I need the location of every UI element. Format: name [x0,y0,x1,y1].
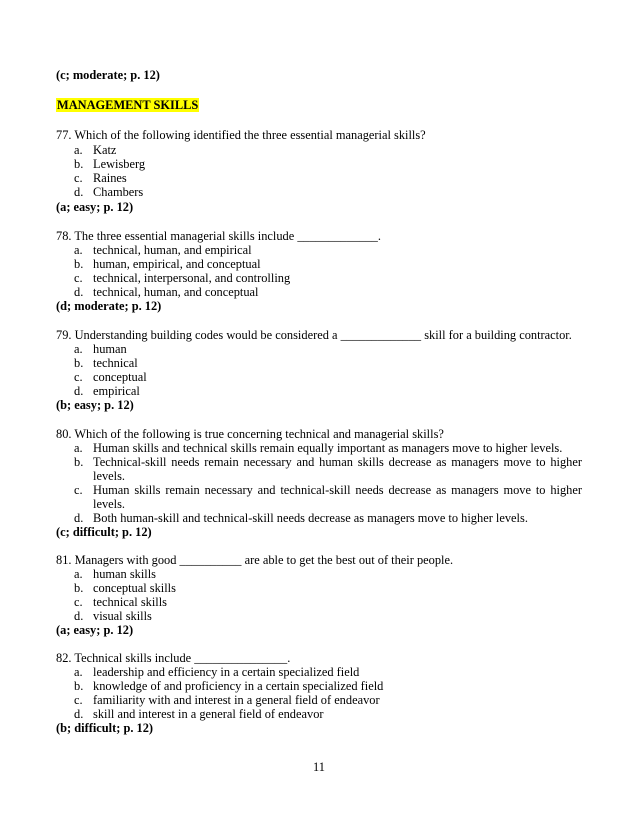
question-80-option-c: c. Human skills remain necessary and technical-skill needs decrease as managers move to higher levels. [74,483,582,511]
question-78-option-d: d. technical, human, and conceptual [74,285,259,299]
question-82-option-a: a. leadership and efficiency in a certain specialized field [74,665,360,679]
question-80-option-b: b. Technical-skill needs remain necessary and human skills decrease as managers move to higher levels. [74,455,582,483]
section-heading-text: MANAGEMENT SKILLS [57,98,199,112]
question-78-option-b: b. human, empirical, and conceptual [74,257,261,271]
question-82-stem: 82. Technical skills include _______________. [56,651,291,665]
question-82-option-d: d. skill and interest in a general field of endeavor [74,707,324,721]
question-77-option-b: b. Lewisberg [74,157,146,171]
question-82-answer-key: (b; difficult; p. 12) [56,721,154,735]
question-82-option-b: b. knowledge of and proficiency in a certain specialized field [74,679,384,693]
question-80-stem: 80. Which of the following is true concerning technical and managerial skills? [56,427,444,441]
question-80-answer-key: (c; difficult; p. 12) [56,525,152,539]
question-77-answer-key: (a; easy; p. 12) [56,200,134,214]
question-79-answer-key: (b; easy; p. 12) [56,398,134,412]
question-79-option-b: b. technical [74,356,138,370]
question-78-option-c: c. technical, interpersonal, and controlling [74,271,291,285]
question-78-stem: 78. The three essential managerial skills include _____________. [56,229,381,243]
question-81-option-a: a. human skills [74,567,156,581]
question-79-option-c: c. conceptual [74,370,147,384]
question-80-option-a: a. Human skills and technical skills remain equally important as managers move to higher levels. [74,441,563,455]
page-number: 11 [313,760,325,774]
question-78-answer-key: (d; moderate; p. 12) [56,299,162,313]
question-79-option-d: d. empirical [74,384,140,398]
question-78-option-a: a. technical, human, and empirical [74,243,252,257]
question-77-option-a: a. Katz [74,143,117,157]
question-82-option-c: c. familiarity with and interest in a general field of endeavor [74,693,380,707]
question-81-stem: 81. Managers with good __________ are able to get the best out of their people. [56,553,454,567]
question-79-stem: 79. Understanding building codes would be considered a _____________ skill for a building contractor. [56,328,572,342]
question-81-option-c: c. technical skills [74,595,167,609]
question-81-option-d: d. visual skills [74,609,152,623]
question-81-answer-key: (a; easy; p. 12) [56,623,134,637]
question-80-option-d: d. Both human-skill and technical-skill needs decrease as managers move to higher levels. [74,511,528,525]
question-79-option-a: a. human [74,342,127,356]
question-77-stem: 77. Which of the following identified the three essential managerial skills? [56,128,426,142]
section-heading [56,98,199,113]
question-77-option-d: d. Chambers [74,185,144,199]
previous-answer-key: (c; moderate; p. 12) [56,68,160,82]
question-81-option-b: b. conceptual skills [74,581,176,595]
question-77-option-c: c. Raines [74,171,127,185]
